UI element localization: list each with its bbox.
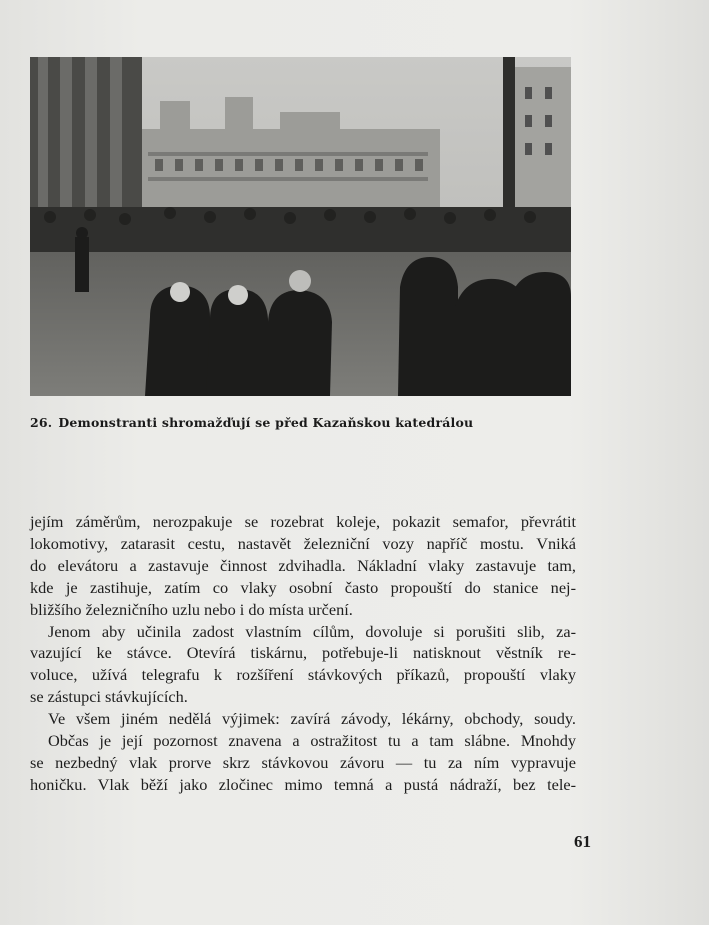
text-line: lokomotivy, zatarasit cestu, nastavět železniční vozy napříč mostu. Vniká: [30, 533, 576, 553]
text-line: Ve všem jiném nedělá výjimek: zavírá závody, lékárny, obchody, soudy.: [48, 709, 576, 729]
text-line: voluce, užívá telegrafu k rozšíření stávkových příkazů, propouští vlaky: [30, 665, 576, 685]
text-line: do elevátoru a zastavuje činnost zdvihadla. Nákladní vlaky zastavuje tam,: [30, 555, 576, 575]
text-line: vazující ke stávce. Otevírá tiskárnu, potřebuje-li natisknout věstník re-: [30, 643, 576, 663]
figure-number: 26.: [30, 415, 53, 430]
text-line: bližšího železničního uzlu nebo i do místa určení.: [30, 599, 353, 619]
body-text: [30, 511, 576, 796]
text-line: jejím záměrům, nerozpakuje se rozebrat koleje, pokazit semafor, převrátit: [30, 512, 576, 531]
figure-caption: [30, 415, 570, 430]
text-line: se zástupci stávkujících.: [30, 687, 188, 707]
text-line: honičku. Vlak běží jako zločinec mimo temná a pustá nádraží, bez tele-: [30, 774, 576, 794]
text-line: Jenom aby učinila zadost vlastním cílům, dovoluje si porušiti slib, za-: [48, 621, 576, 641]
text-line: Občas je její pozornost znavena a ostražitost tu a tam slábne. Mnohdy: [48, 731, 576, 751]
text-line: se nezbedný vlak prorve skrz stávkovou závoru — tu za ním vypravuje: [30, 752, 576, 772]
text-line: kde je zastihuje, zatím co vlaky osobní často propouští do stanice nej-: [30, 577, 576, 597]
page-number: 61: [574, 832, 591, 851]
figure-caption-text: Demonstranti shromažďují se před Kazaňskou katedrálou: [58, 415, 474, 430]
crowd-photo: [30, 57, 571, 396]
